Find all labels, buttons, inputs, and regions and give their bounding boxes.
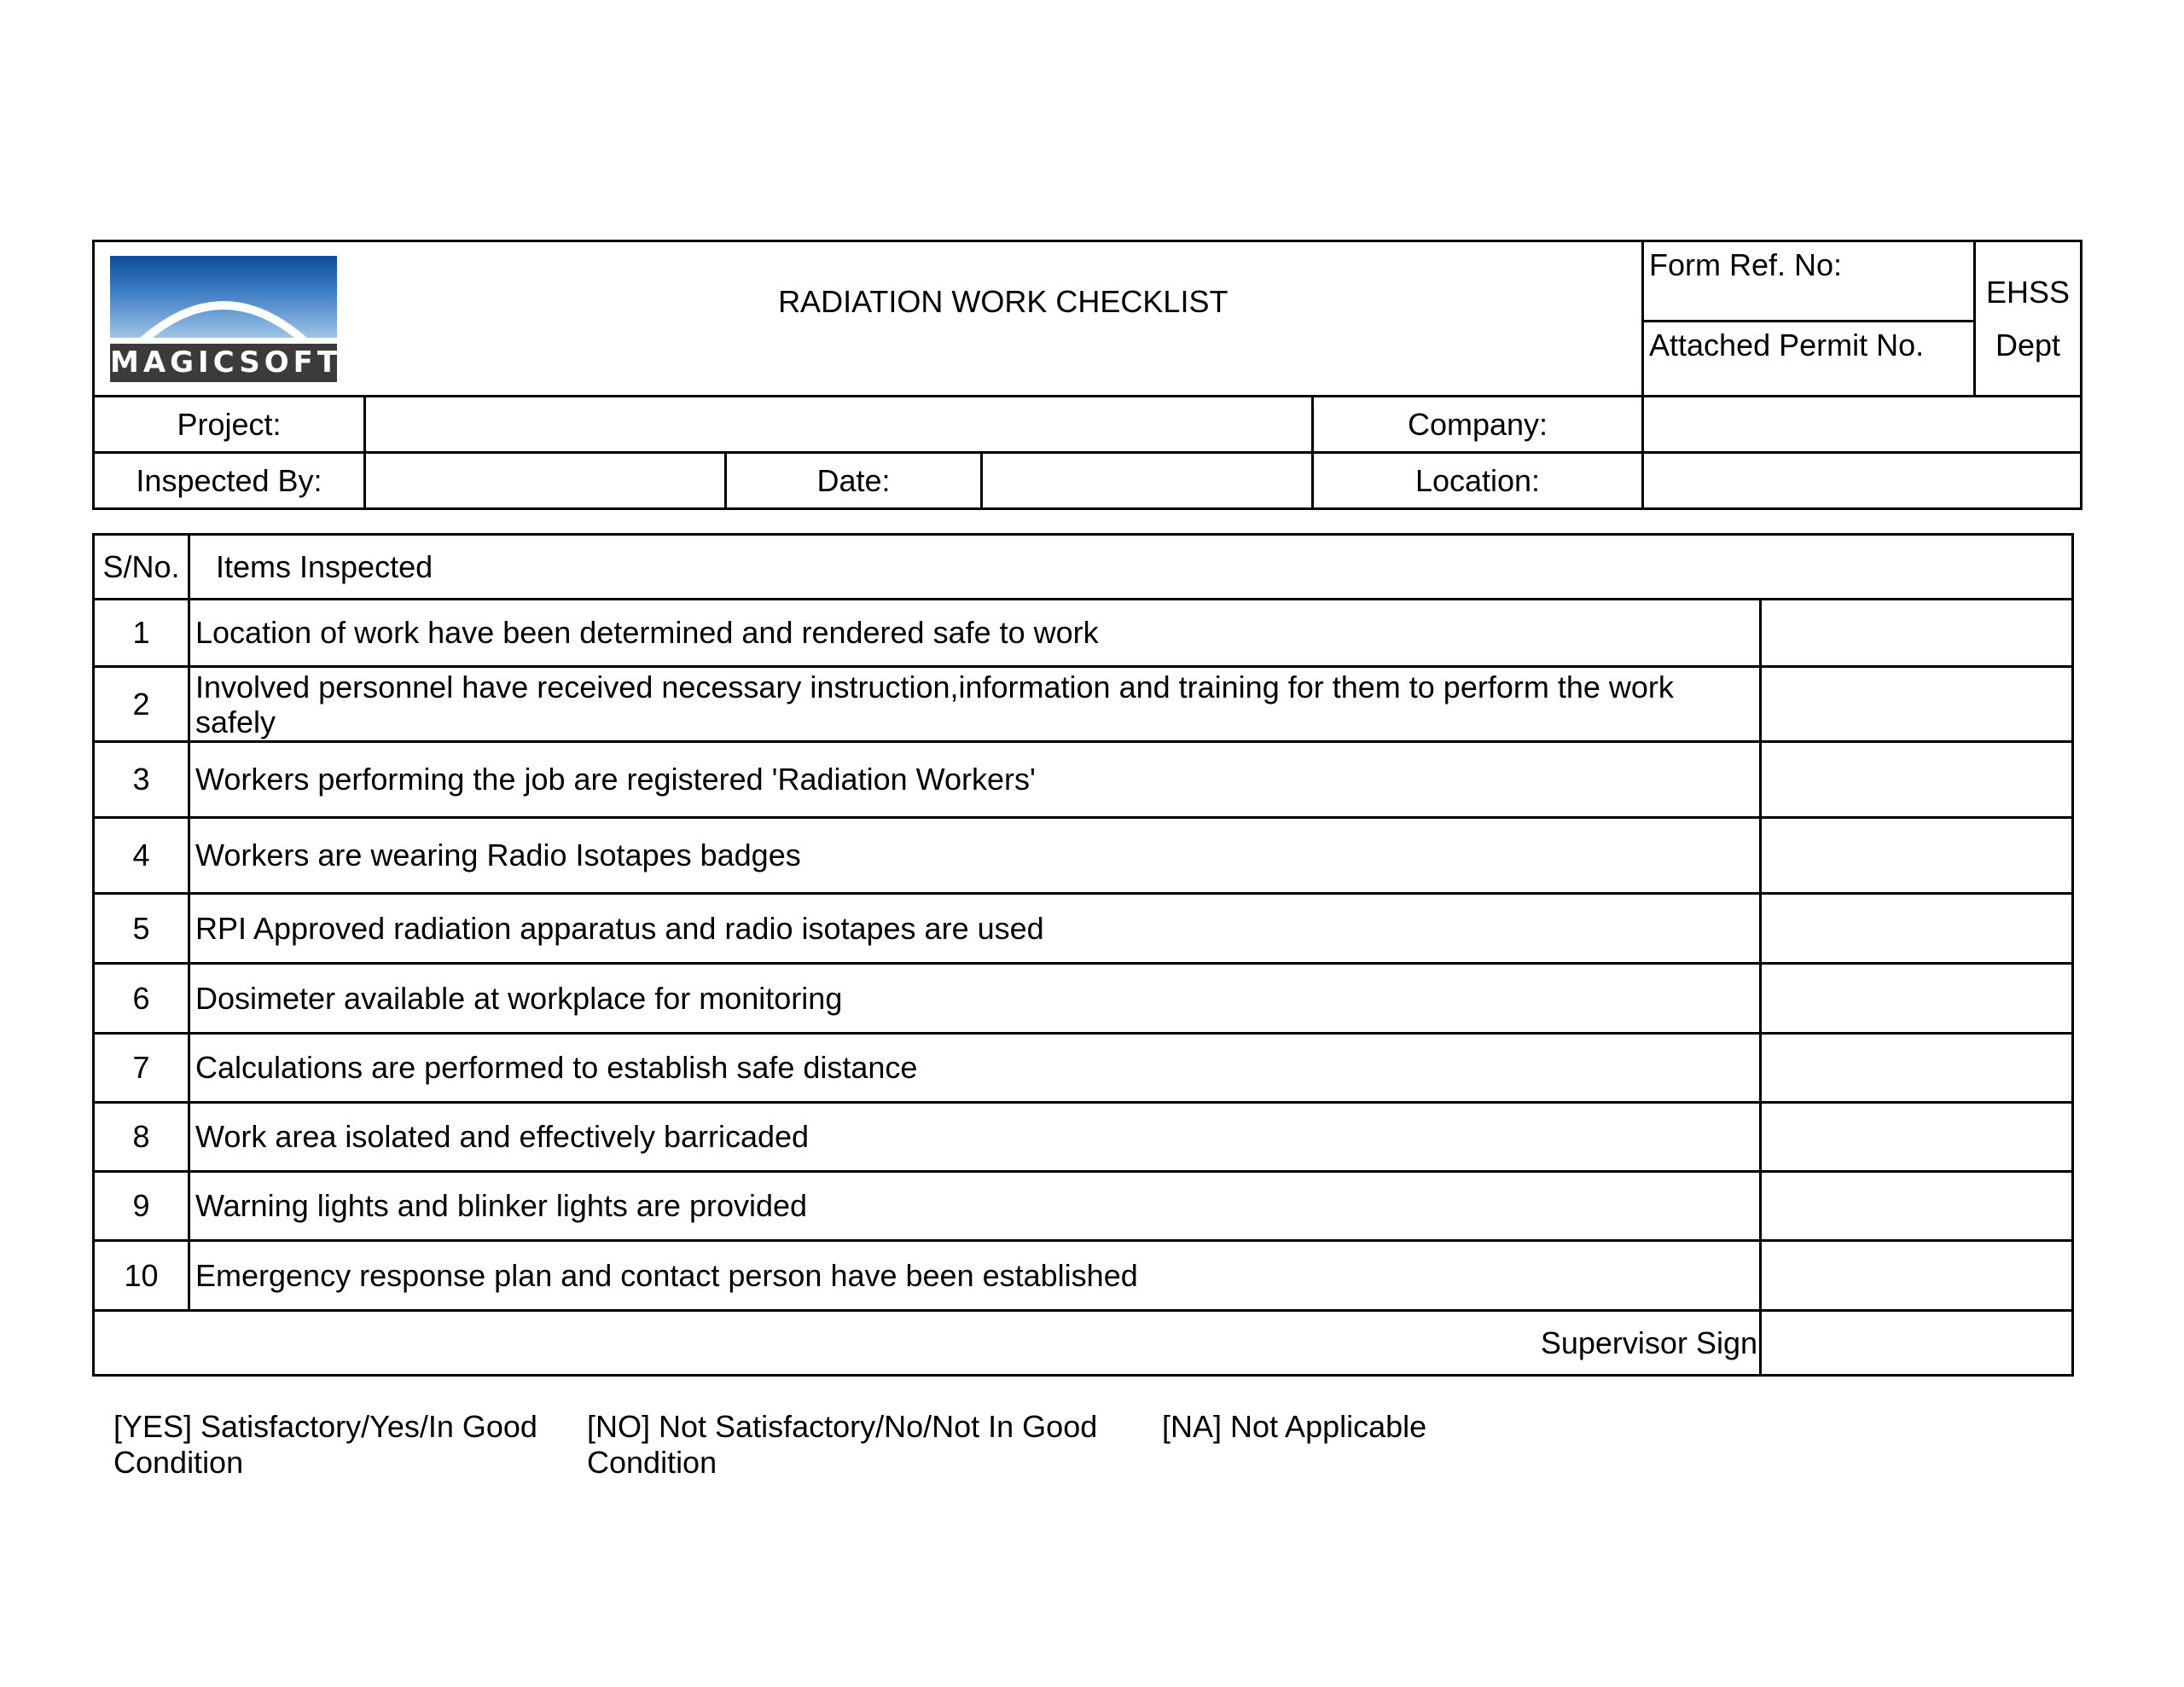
location-field[interactable] [1643, 453, 2082, 509]
supervisor-sign-field[interactable] [1761, 1311, 2073, 1376]
row-item-text: Workers are wearing Radio Isotapes badges [189, 818, 1761, 894]
legend-yes-line-1: [YES] Satisfactory/Yes/In Good [113, 1409, 537, 1444]
date-field[interactable] [982, 453, 1313, 509]
column-header-sno: S/No. [94, 535, 189, 600]
legend-na [1162, 1409, 1426, 1445]
table-row [94, 1172, 2073, 1241]
attached-permit-label: Attached Permit No. [1643, 322, 1975, 397]
row-status-cell[interactable] [1761, 1172, 2073, 1241]
dept-cell [1975, 241, 2082, 397]
row-status-cell[interactable] [1761, 600, 2073, 667]
row-item-text: Dosimeter available at workplace for monitoring [189, 964, 1761, 1034]
dept-line-1: EHSS [1985, 274, 2071, 310]
form-header [92, 240, 2082, 510]
legend-no [587, 1409, 1097, 1481]
row-item-text: Warning lights and blinker lights are provided [189, 1172, 1761, 1241]
legend-no-line-2: Condition [587, 1445, 717, 1480]
project-label: Project: [94, 397, 365, 453]
row-item-text: Involved personnel have received necessary instruction,information and training for them to perform the work safely [189, 667, 1761, 742]
legend-no-line-1: [NO] Not Satisfactory/No/Not In Good [587, 1409, 1098, 1444]
table-row [94, 964, 2073, 1034]
table-row [94, 818, 2073, 894]
row-number: 5 [94, 894, 189, 964]
table-row [94, 742, 2073, 818]
row-item-text: Location of work have been determined and rendered safe to work [189, 600, 1761, 667]
logo-arc-graphic [110, 256, 337, 338]
column-header-items: Items Inspected [189, 535, 2073, 600]
checklist-header-row [94, 535, 2073, 600]
row-number: 3 [94, 742, 189, 818]
row-number: 6 [94, 964, 189, 1034]
row-status-cell[interactable] [1761, 1241, 2073, 1311]
row-item-text: Work area isolated and effectively barricaded [189, 1103, 1761, 1172]
row-status-cell[interactable] [1761, 742, 2073, 818]
table-row [94, 1241, 2073, 1311]
row-status-cell[interactable] [1761, 818, 2073, 894]
row-number: 7 [94, 1034, 189, 1103]
page-title: RADIATION WORK CHECKLIST [365, 241, 1643, 397]
inspected-by-field[interactable] [365, 453, 726, 509]
row-number: 10 [94, 1241, 189, 1311]
inspected-by-label: Inspected By: [94, 453, 365, 509]
row-status-cell[interactable] [1761, 1103, 2073, 1172]
table-row [94, 1103, 2073, 1172]
project-field[interactable] [365, 397, 1313, 453]
row-item-text: RPI Approved radiation apparatus and radio isotapes are used [189, 894, 1761, 964]
row-number: 2 [94, 667, 189, 742]
row-item-text: Workers performing the job are registered 'Radiation Workers' [189, 742, 1761, 818]
row-number: 4 [94, 818, 189, 894]
row-status-cell[interactable] [1761, 1034, 2073, 1103]
legend-na-text: [NA] Not Applicable [1162, 1409, 1427, 1444]
logo-cell [94, 241, 365, 397]
row-item-text: Emergency response plan and contact person have been established [189, 1241, 1761, 1311]
row-number: 9 [94, 1172, 189, 1241]
legend-yes-line-2: Condition [113, 1445, 244, 1480]
checklist-table [92, 533, 2074, 1377]
dept-line-2: Dept [1995, 327, 2061, 362]
row-item-text: Calculations are performed to establish safe distance [189, 1034, 1761, 1103]
table-row [94, 667, 2073, 742]
table-row [94, 1034, 2073, 1103]
location-label: Location: [1313, 453, 1643, 509]
row-status-cell[interactable] [1761, 964, 2073, 1034]
supervisor-sign-row [94, 1311, 2073, 1376]
form-ref-label: Form Ref. No: [1643, 241, 1975, 322]
table-row [94, 894, 2073, 964]
legend-yes [113, 1409, 537, 1481]
row-number: 1 [94, 600, 189, 667]
date-label: Date: [726, 453, 982, 509]
company-label: Company: [1313, 397, 1643, 453]
company-logo [110, 256, 342, 386]
row-status-cell[interactable] [1761, 667, 2073, 742]
company-field[interactable] [1643, 397, 2082, 453]
row-status-cell[interactable] [1761, 894, 2073, 964]
supervisor-sign-label: Supervisor Sign [94, 1311, 1761, 1376]
logo-wordmark: MAGICSOFT [110, 344, 337, 382]
table-row [94, 600, 2073, 667]
row-number: 8 [94, 1103, 189, 1172]
